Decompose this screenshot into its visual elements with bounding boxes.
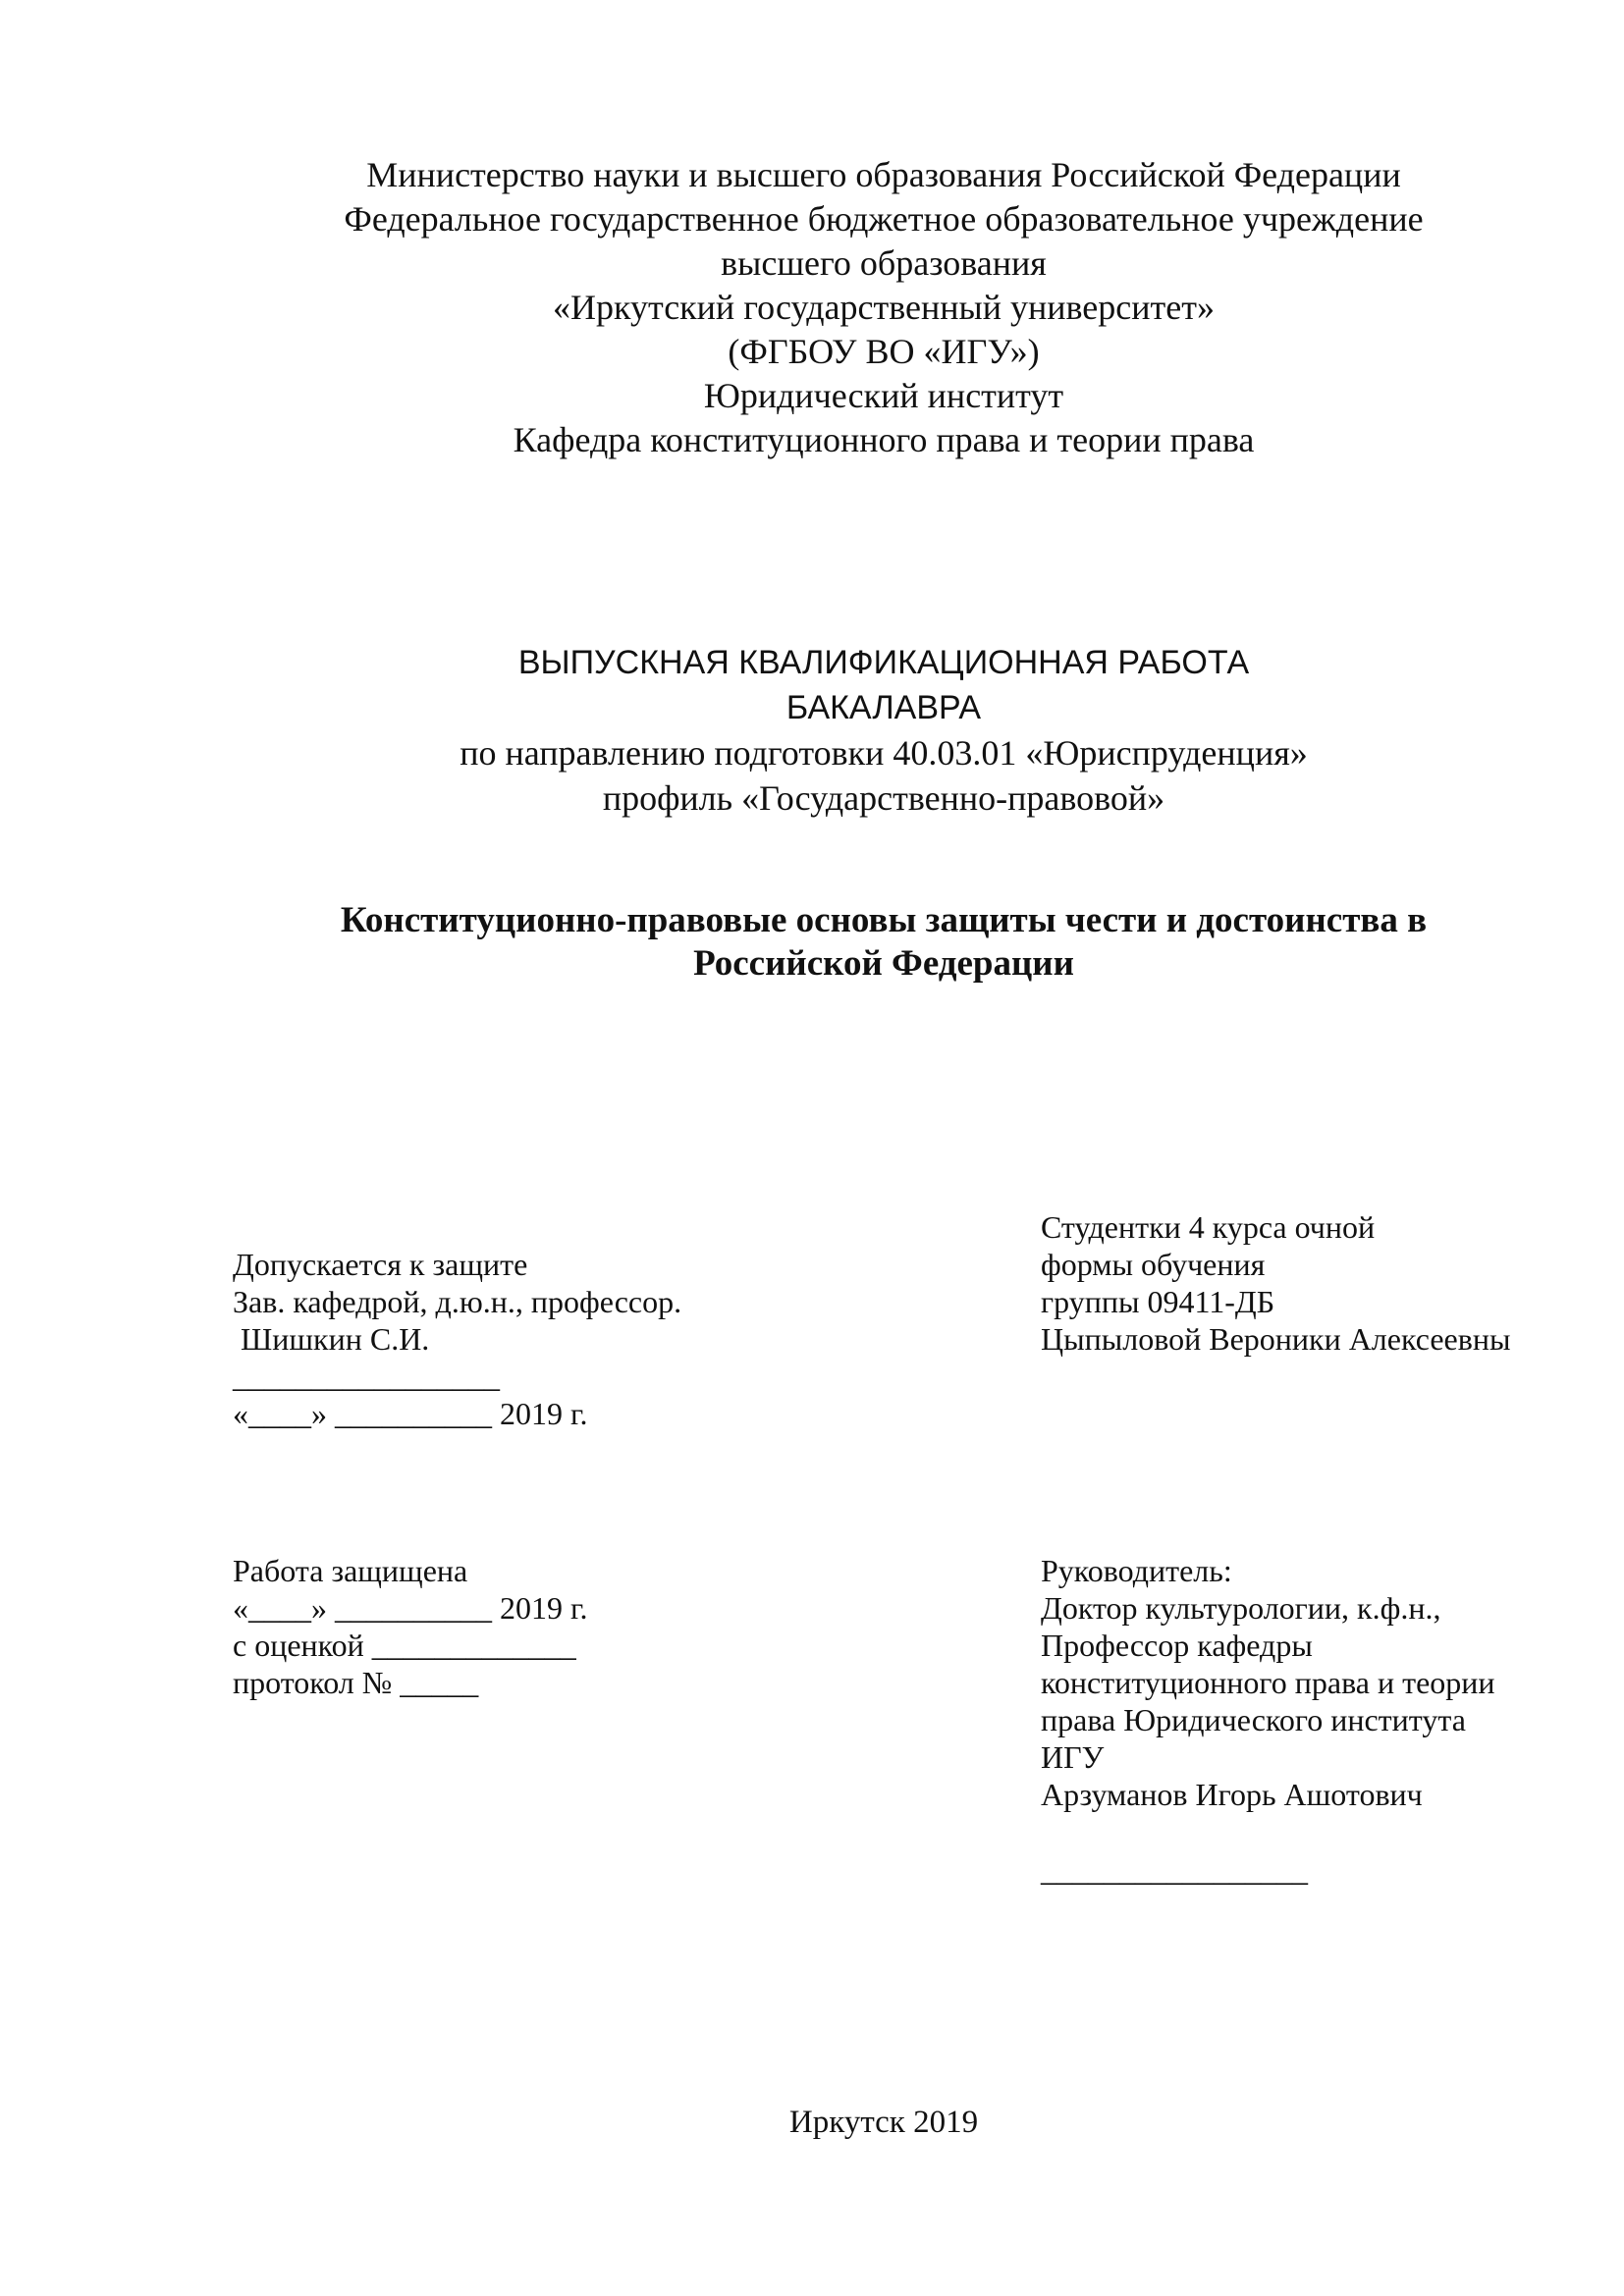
- header-line: высшего образования: [721, 243, 1047, 283]
- study-profile: профиль «Государственно-правовой»: [602, 778, 1165, 818]
- city-year: Иркутск 2019: [788, 2105, 979, 2140]
- student-block: [1041, 1208, 1610, 1358]
- admission-line: _________________: [233, 1359, 500, 1394]
- admission-line: «____» __________ 2019 г.: [233, 1396, 588, 1431]
- student-line: Студентки 4 курса очной: [1041, 1209, 1376, 1245]
- defense-line: с оценкой _____________: [233, 1628, 576, 1663]
- field-of-study: по направлению подготовки 40.03.01 «Юриспруденция»: [460, 733, 1308, 773]
- supervisor-line: ИГУ: [1041, 1739, 1105, 1775]
- supervisor-line: Арзуманов Игорь Ашотович: [1041, 1777, 1423, 1812]
- header-line: «Иркутский государственный университет»: [553, 288, 1215, 327]
- defense-line: Работа защищена: [233, 1553, 468, 1588]
- admission-block: [233, 1246, 822, 1432]
- institution-header: [295, 153, 1473, 462]
- supervisor-line: конституционного права и теории: [1041, 1665, 1495, 1700]
- header-line: Федеральное государственное бюджетное образовательное учреждение: [344, 199, 1424, 239]
- student-line: формы обучения: [1041, 1247, 1266, 1282]
- admission-line: Зав. кафедрой, д.ю.н., профессор.: [233, 1284, 682, 1319]
- admission-line: Шишкин С.И.: [233, 1321, 430, 1357]
- footer: [295, 2103, 1473, 2142]
- supervisor-signature-line: [1041, 1851, 1434, 1889]
- work-type-title: ВЫПУСКНАЯ КВАЛИФИКАЦИОННАЯ РАБОТА: [517, 644, 1250, 681]
- supervisor-block: [1041, 1552, 1610, 1813]
- header-line: Министерство науки и высшего образования Российской Федерации: [366, 155, 1401, 194]
- supervisor-line: Доктор культурологии, к.ф.н.,: [1041, 1590, 1441, 1626]
- header-line: (ФГБОУ ВО «ИГУ»): [728, 332, 1040, 371]
- supervisor-line: права Юридического института: [1041, 1702, 1466, 1737]
- degree-level: БАКАЛАВРА: [785, 689, 982, 726]
- student-line: группы 09411-ДБ: [1041, 1284, 1275, 1319]
- defense-line: «____» __________ 2019 г.: [233, 1590, 588, 1626]
- header-line: Юридический институт: [703, 376, 1064, 415]
- header-line: Кафедра конституционного права и теории права: [513, 420, 1255, 459]
- thesis-title-line: Российской Федерации: [693, 943, 1074, 984]
- student-line: Цыпыловой Вероники Алексеевны: [1041, 1321, 1511, 1357]
- supervisor-line: Руководитель:: [1041, 1553, 1232, 1588]
- thesis-title-line: Конституционно-правовые основы защиты чести и достоинства в: [340, 900, 1428, 940]
- defense-block: [233, 1552, 822, 1701]
- defense-line: протокол № _____: [233, 1665, 479, 1700]
- admission-line: Допускается к защите: [233, 1247, 528, 1282]
- thesis-title: [295, 899, 1473, 986]
- work-type-block: [295, 640, 1473, 821]
- signature-underline: _________________: [1041, 1852, 1308, 1888]
- supervisor-line: Профессор кафедры: [1041, 1628, 1313, 1663]
